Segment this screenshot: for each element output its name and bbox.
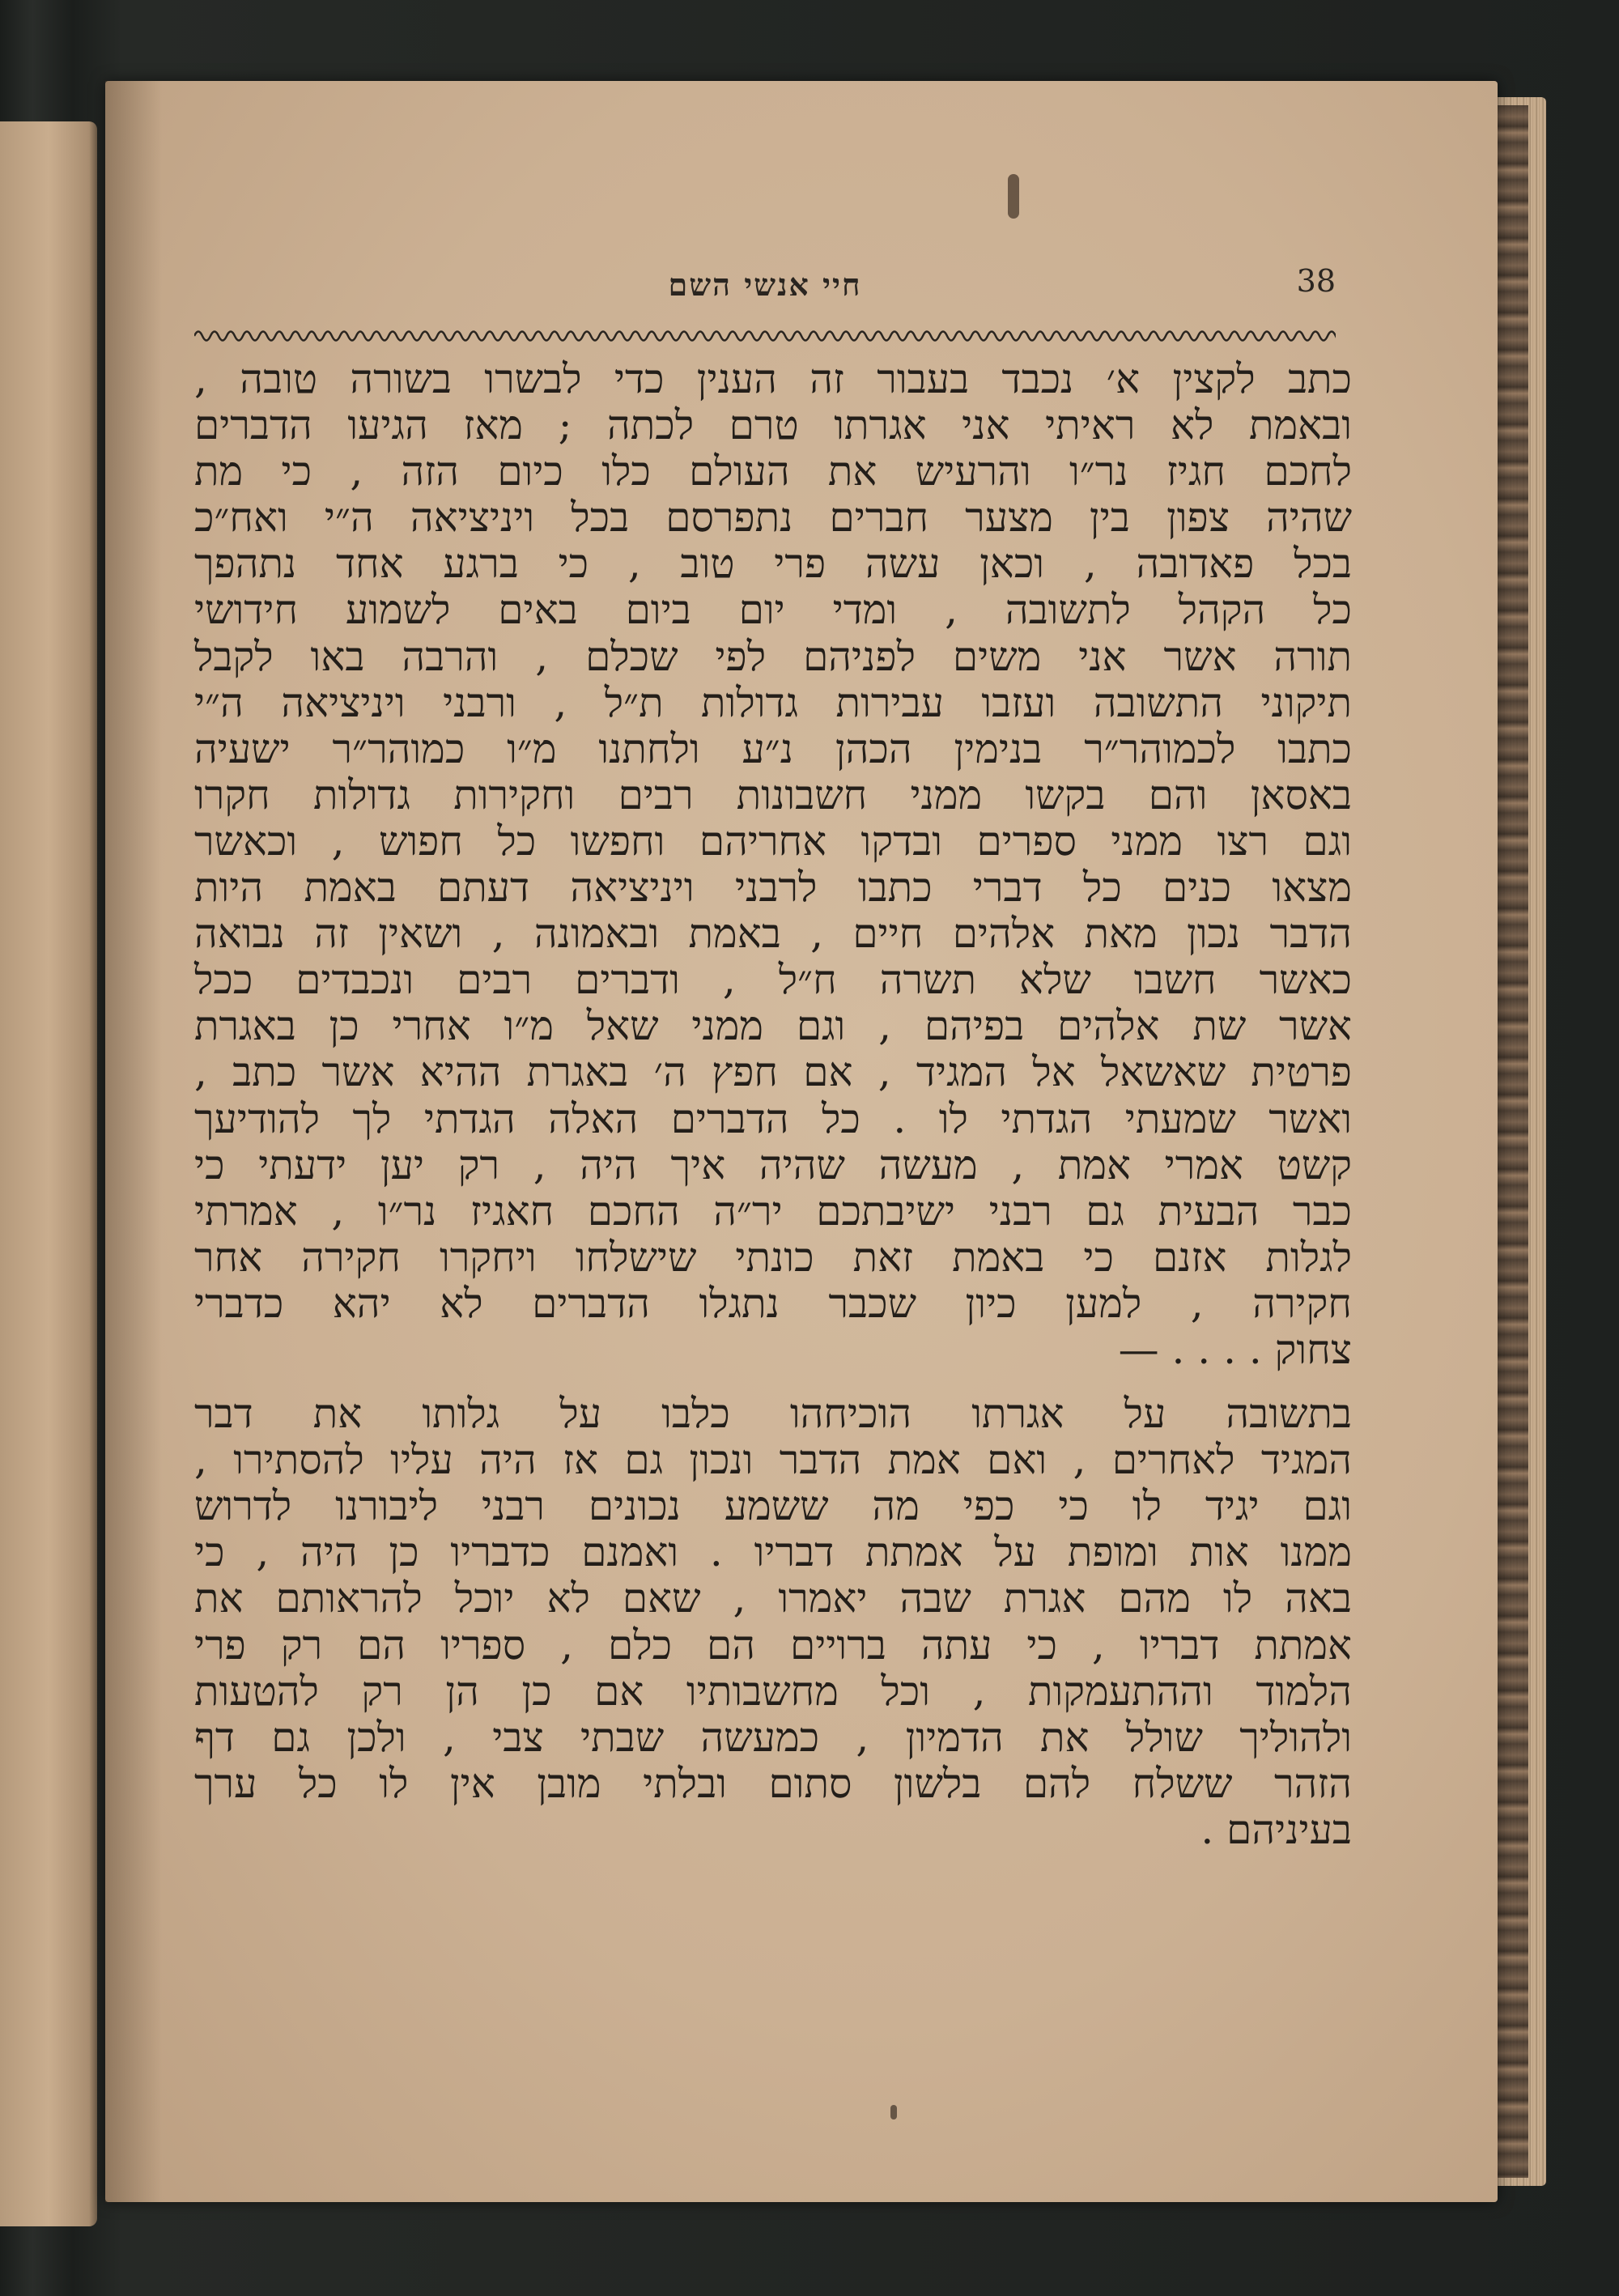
- text-line: לחכם חגיז נר״ו והרעיש את העולם כלו כיום הזה , כי מת: [194, 448, 1352, 495]
- text-line: כל הקהל לתשובה , ומדי יום ביום באים לשמוע חידושי: [194, 586, 1352, 634]
- paragraph-2: [194, 1391, 1352, 1853]
- text-line: הזהר ששלח להם בלשון סתום ובלתי מובן אין לו כל ערך: [194, 1759, 1352, 1807]
- body-text: [194, 356, 1352, 1853]
- text-line: חקירה , למען כיון שכבר נתגלו הדברים לא יהא כדברי: [194, 1279, 1352, 1327]
- text-line: המגיד לאחרים , ואם אמת הדבר ונכון גם אז היה עליו להסתירו ,: [194, 1436, 1352, 1484]
- text-line: אמתת דבריו , כי עתה ברויים הם כלם , ספריו הם רק פרי: [194, 1621, 1352, 1669]
- paragraph-1: [194, 356, 1352, 1373]
- text-line: צחוק . . . . —: [1118, 1325, 1352, 1373]
- text-line: כבר הבעית גם רבני ישיבתכם יר״ה החכם חאגיז נר״ו , אמרתי: [194, 1187, 1352, 1235]
- text-line: ולהוליך שולל את הדמיון , כמעשה שבתי צבי , ולכן גם דף: [194, 1713, 1352, 1761]
- text-line: כתבו לכמוהר״ר בנימין הכהן נ״ע ולחתנו מ״ו כמוהר״ר ישעיה: [194, 725, 1352, 772]
- book-page: [105, 81, 1498, 2202]
- text-line: בתשובה על אגרתו הוכיחהו כלבו על גלותו את דבר: [194, 1390, 1352, 1438]
- ink-blot: [1008, 174, 1019, 219]
- text-line: ממנו אות ומופת על אמתת דבריו . ואמנם כדבריו כן היה , כי: [194, 1529, 1352, 1576]
- text-line: אשר שת אלהים בפיהם , וגם ממני שאל מ״ו אחרי כן באגרת: [194, 1002, 1352, 1050]
- text-line: כתב לקצין א׳ נכבד בעבור זה הענין כדי לבשרו בשורה טובה ,: [194, 355, 1352, 402]
- running-title: חיי אנשי השם: [668, 266, 862, 303]
- text-line: שהיה צפון בין מצער חברים נתפרסם בכל ויניציאה ה״י ואח״כ: [194, 494, 1352, 542]
- text-line: הדבר נכון מאת אלהים חיים , באמת ובאמונה , ושאין זה נבואה: [194, 910, 1352, 958]
- facing-page-edge: [0, 121, 97, 2226]
- text-line: תורה אשר אני משים לפניהם לפי שכלם , והרבה באו לקבל: [194, 632, 1352, 680]
- ink-speck: [890, 2105, 897, 2120]
- gutter-shadow: [105, 81, 162, 2202]
- text-line: הלמוד וההתעמקות , וכל מחשבותיו אם כן הן רק להטעות: [194, 1667, 1352, 1715]
- marbled-edge: [1498, 105, 1528, 2178]
- text-line: באה לו מהם אגרת שבה יאמרו , שאם לא יוכל להראותם את: [194, 1575, 1352, 1622]
- text-line: באסאן והם בקשו ממני חשבונות רבים וחקירות גדולות חקרו: [194, 771, 1352, 818]
- running-head: [194, 263, 1336, 320]
- text-line: פרטית שאשאל אל המגיד , אם חפץ ה׳ באגרת ההיא אשר כתב ,: [194, 1048, 1352, 1096]
- text-line: קשט אמרי אמת , מעשה שהיה איך היה , רק יען ידעתי כי: [194, 1141, 1352, 1188]
- text-line: לגלות אזנם כי באמת זאת כונתי שישלחו ויחקרו חקירה אחר: [194, 1233, 1352, 1281]
- wavy-rule: [194, 324, 1336, 348]
- text-line: ואשר שמעתי הגדתי לו . כל הדברים האלה הגדתי לך להודיעך: [194, 1095, 1352, 1142]
- text-line: וגם רצו ממני ספרים ובדקו אחריהם וחפשו כל חפוש , וכאשר: [194, 817, 1352, 865]
- text-line: בכל פאדובה , וכאן עשה פרי טוב , כי ברגע אחד נתהפך: [194, 540, 1352, 588]
- page-number: 38: [1296, 263, 1336, 299]
- text-line: וגם יגיד לו כי כפי מה ששמע נכונים רבני ליבורנו לדרוש: [194, 1482, 1352, 1530]
- text-line: ובאמת לא ראיתי אני אגרתו טרם לכתה ; מאז הגיעו הדברים: [194, 402, 1352, 449]
- text-line: כאשר חשבו שלא תשרה ח״ל , ודברים רבים ונכבדים ככל: [194, 956, 1352, 1004]
- text-line: מצאו כנים כל דברי כתבו לרבני ויניציאה דעתם באמת היות: [194, 864, 1352, 912]
- text-line: בעיניהם .: [1200, 1805, 1352, 1853]
- text-line: תיקוני התשובה ועזבו עבירות גדולות ת״ל , ורבני ויניציאה ה״י: [194, 678, 1352, 726]
